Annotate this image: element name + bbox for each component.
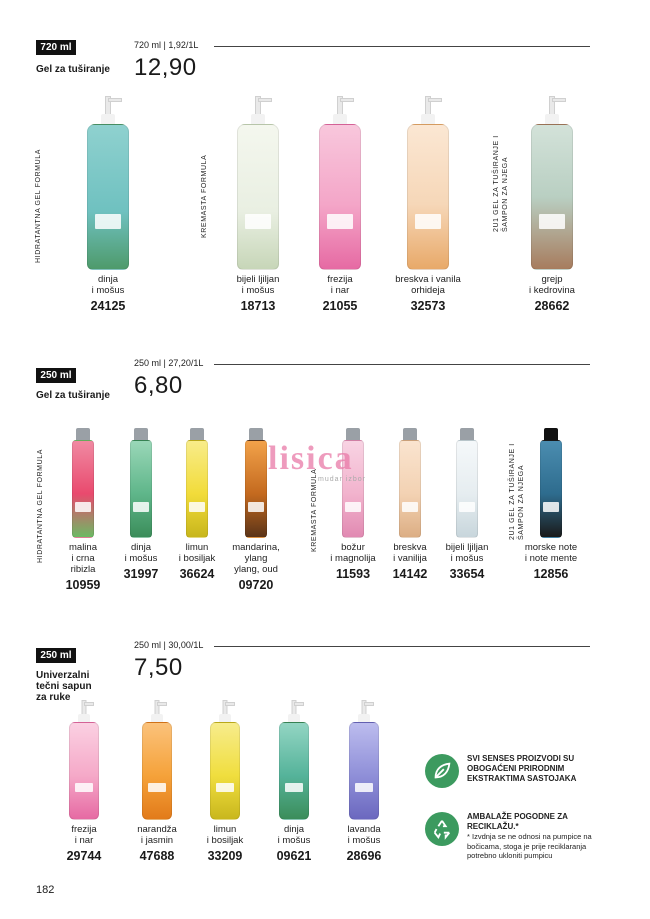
product-name: breskva i vanilija — [393, 542, 427, 564]
price: 6,80 — [134, 372, 183, 399]
product-name: dinja i mošus — [91, 274, 125, 296]
product-name: lavanda i mošus — [347, 824, 381, 846]
size-tag: 250 ml — [36, 648, 76, 663]
product-code: 33209 — [207, 849, 243, 863]
product-name: frezija i nar — [327, 274, 353, 296]
eco-text-natural: SVI SENSES PROIZVODI SU OBOGAĆENI PRIRODNIM EKSTRAKTIMA SASTOJAKA — [467, 754, 577, 783]
formula-label-hydrating: HIDRATANTNA GEL FORMULA — [37, 448, 44, 563]
divider — [214, 646, 590, 647]
size-price-per-liter: 250 ml | 30,00/1L — [134, 640, 204, 650]
bottle-image — [69, 700, 99, 820]
product-name: malina i crna ribizla — [69, 542, 97, 575]
product-name: frezija i nar — [71, 824, 97, 846]
product-code: 14142 — [392, 567, 428, 581]
formula-label-2in1: 2U1 GEL ZA TUŠIRANJE I ŠAMPON ZA NJEGA — [493, 135, 509, 232]
formula-label-hydrating: HIDRATANTNA GEL FORMULA — [35, 148, 42, 263]
product-card[interactable] — [58, 700, 110, 863]
formula-label-creamy: KREMASTA FORMULA — [201, 154, 208, 238]
size-tag: 250 ml — [36, 368, 76, 383]
bottle-image — [142, 700, 172, 820]
recycle-icon — [425, 812, 459, 846]
product-code: 09621 — [276, 849, 312, 863]
size-price-per-liter: 250 ml | 27,20/1L — [134, 358, 204, 368]
eco-footnote: * Izvdnja se ne odnosi na pumpice na bočicama, stoga je prije reciklaranja potrebno ukloniti pumpicu — [467, 832, 592, 860]
category-title: Univerzalni tečni sapun za ruke — [36, 670, 92, 703]
product-code: 29744 — [66, 849, 102, 863]
product-code: 21055 — [322, 299, 358, 313]
eco-text-recycle: AMBALAŽE POGODNE ZA RECIKLAŽU.* * Izvdnja se ne odnosi na pumpice na bočicama, stoga je prije reciklaranja potrebno ukloniti pumpicu — [467, 812, 597, 861]
product-name: grejp i kedrovina — [529, 274, 575, 296]
product-card[interactable] — [196, 700, 254, 863]
product-name: morske note i note mente — [524, 542, 578, 564]
product-code: 10959 — [65, 578, 101, 592]
product-code: 12856 — [533, 567, 569, 581]
eco-recyclable — [425, 812, 597, 861]
product-code: 09720 — [238, 578, 274, 592]
product-name: dinja i mošus — [124, 542, 158, 564]
product-card[interactable] — [336, 700, 392, 863]
product-name: dinja i mošus — [277, 824, 311, 846]
product-code: 11593 — [335, 567, 371, 581]
product-name: breskva i vanila orhideja — [395, 274, 461, 296]
category-title: Gel za tuširanje — [36, 390, 110, 401]
watermark-tagline: mudar izbor — [318, 476, 366, 483]
formula-label-2in1: 2U1 GEL ZA TUŠIRANJE I ŠAMPON ZA NJEGA — [509, 443, 525, 540]
product-code: 31997 — [123, 567, 159, 581]
product-code: 47688 — [139, 849, 175, 863]
product-code: 18713 — [240, 299, 276, 313]
bottle-image — [349, 700, 379, 820]
size-tag: 720 ml — [36, 40, 76, 55]
product-code: 28662 — [534, 299, 570, 313]
product-code: 32573 — [410, 299, 446, 313]
product-code: 28696 — [346, 849, 382, 863]
product-card[interactable] — [266, 700, 322, 863]
product-name: limun i bosiljak — [178, 542, 216, 564]
bottle-image — [210, 700, 240, 820]
product-name: bijeli ljiljan i mošus — [445, 542, 489, 564]
formula-label-creamy: KREMASTA FORMULA — [311, 468, 318, 552]
bottle-image — [279, 700, 309, 820]
price: 12,90 — [134, 54, 197, 81]
product-name: bijeli ljiljan i mošus — [236, 274, 280, 296]
product-card[interactable] — [128, 700, 186, 863]
page-number: 182 — [36, 884, 55, 896]
product-name: božur i magnolija — [330, 542, 376, 564]
watermark-logo: lisica — [268, 440, 354, 477]
price: 7,50 — [134, 654, 183, 681]
category-title: Gel za tuširanje — [36, 64, 110, 75]
size-price-per-liter: 720 ml | 1,92/1L — [134, 40, 199, 50]
product-name: limun i bosiljak — [206, 824, 244, 846]
leaf-icon — [425, 754, 459, 788]
product-code: 36624 — [179, 567, 215, 581]
eco-natural-extracts — [425, 754, 597, 788]
product-code: 24125 — [90, 299, 126, 313]
product-name: narandža i jasmin — [137, 824, 177, 846]
product-code: 33654 — [449, 567, 485, 581]
product-name: mandarina, ylang ylang, oud — [232, 542, 280, 575]
